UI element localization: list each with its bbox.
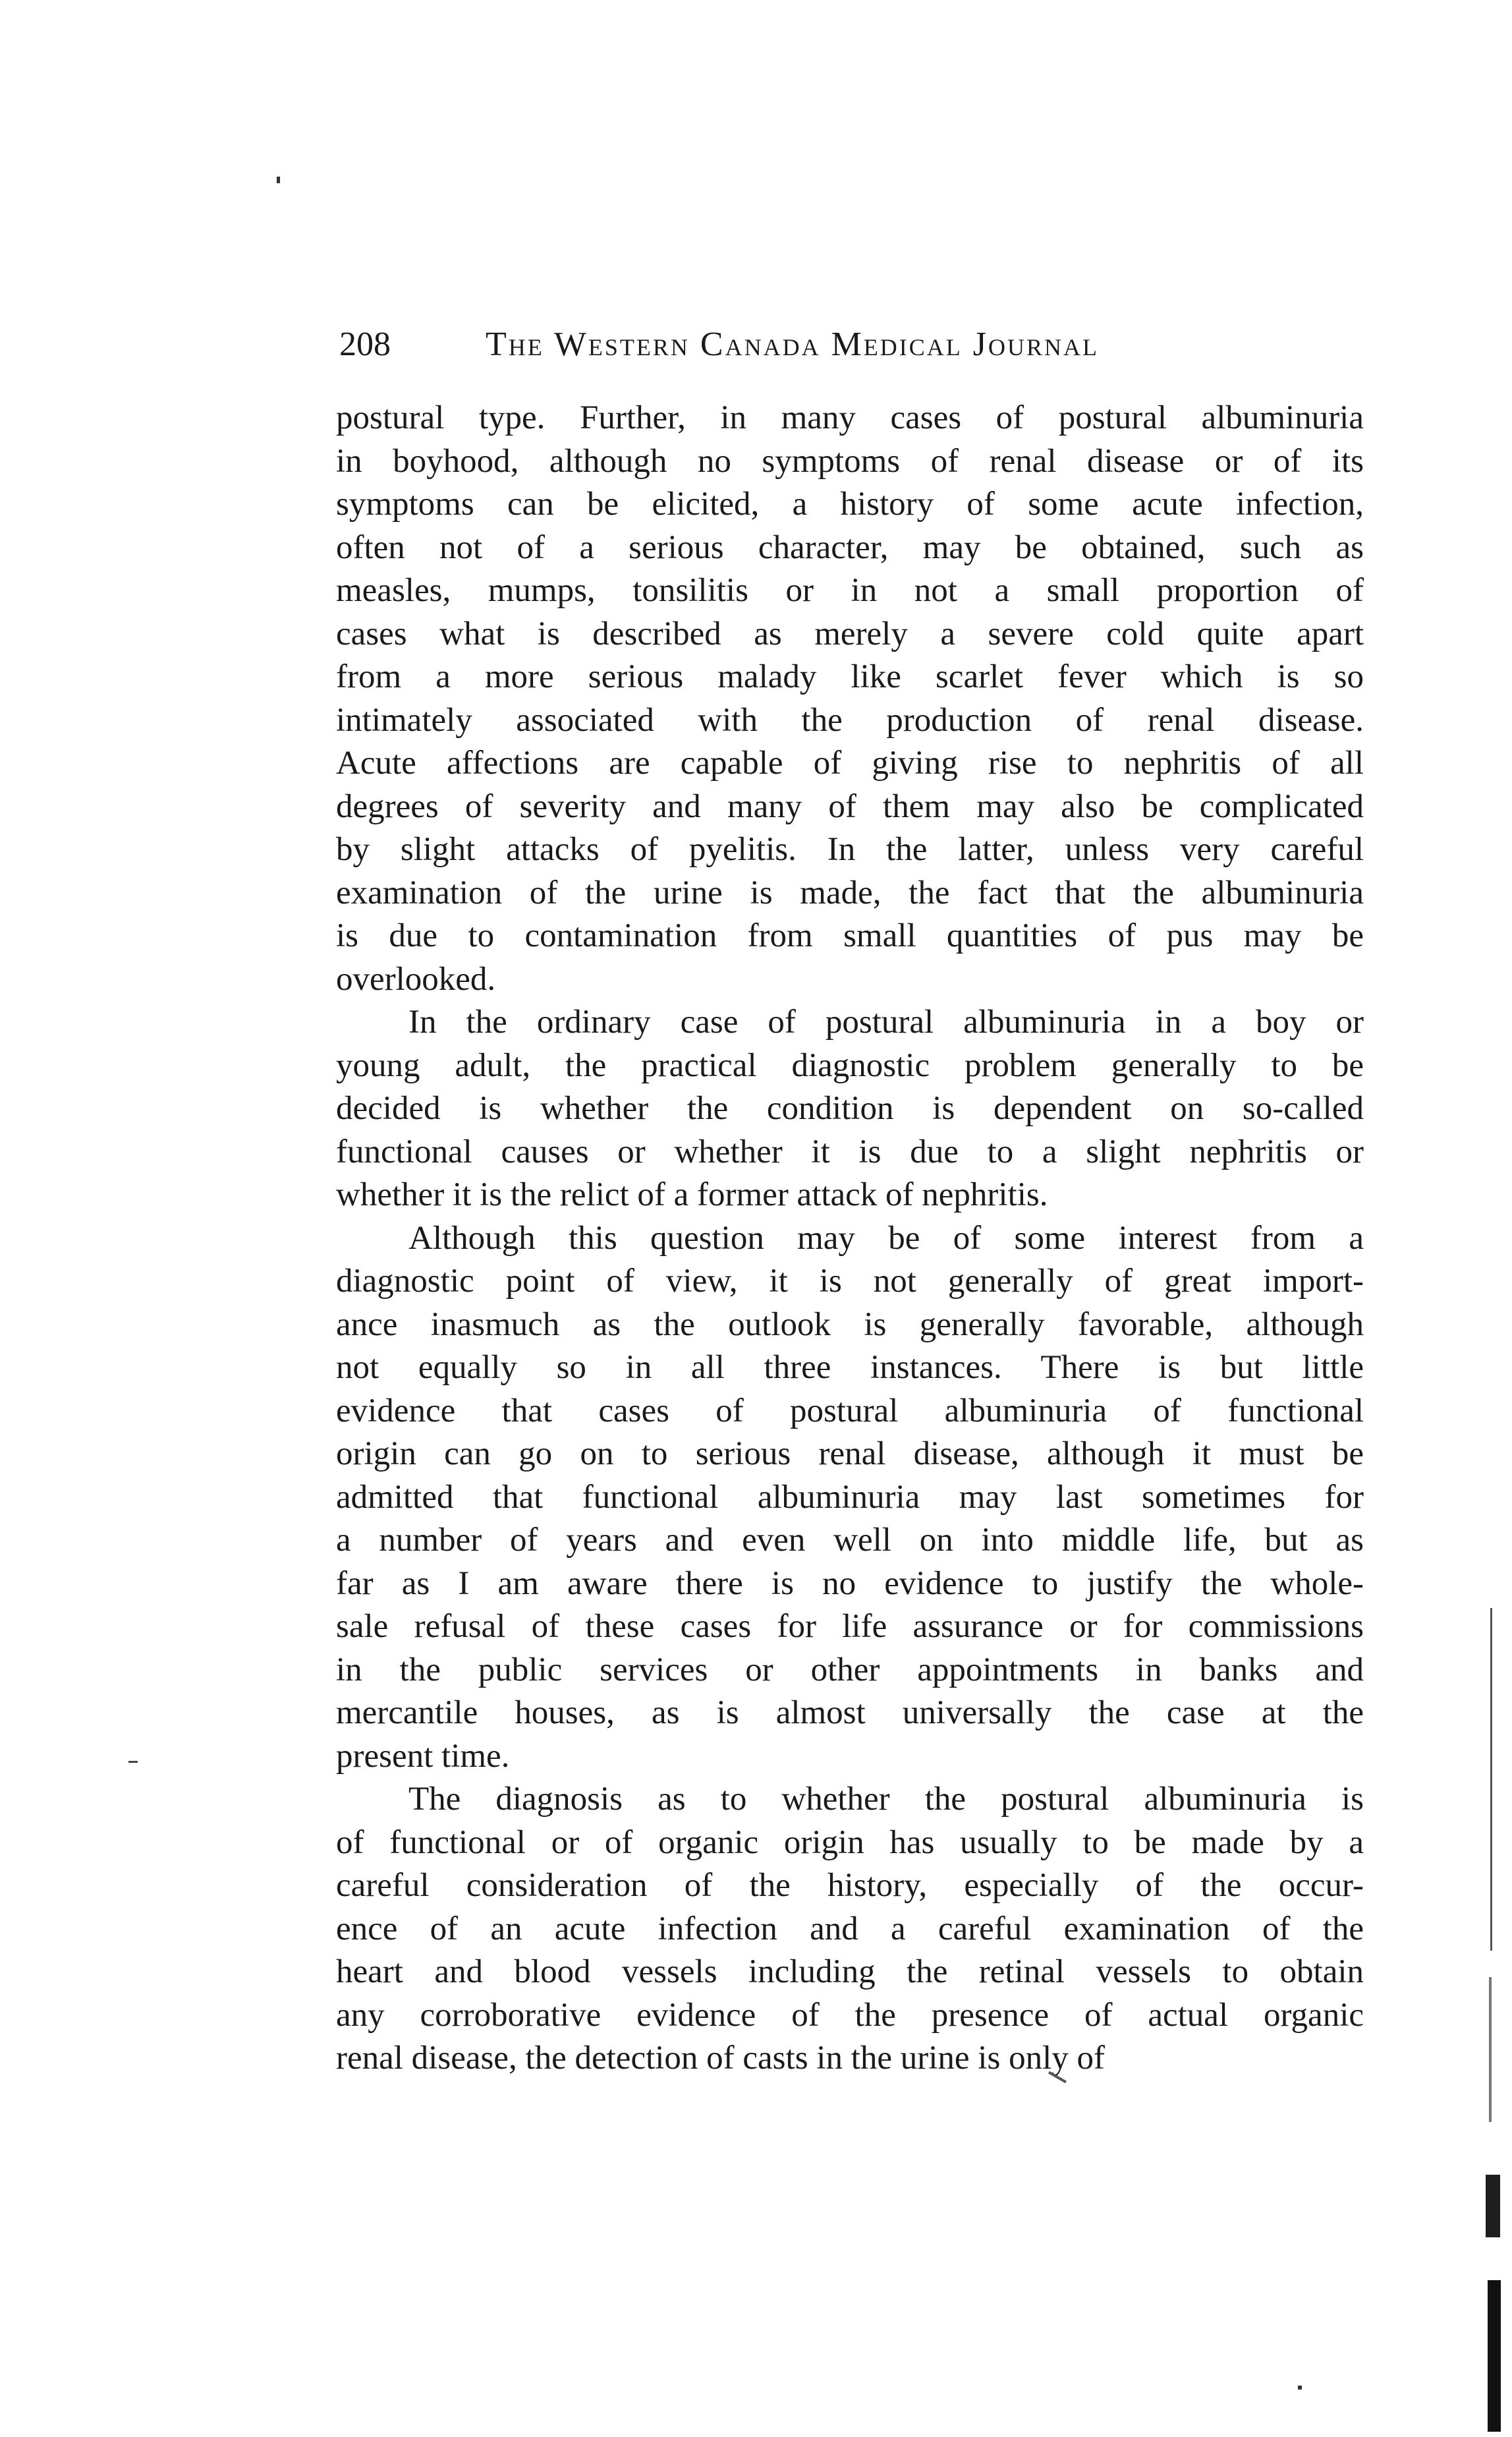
text-line: is due to contamination from small quantities of pus may be [336,917,1364,954]
scan-speck [277,177,280,183]
text-line: ance inasmuch as the outlook is generally favorable, although [336,1305,1364,1343]
scan-edge-mark [1490,1608,1492,1951]
text-line: decided is whether the condition is dependent on so-called [336,1090,1364,1127]
scan-speck [1298,2386,1302,2390]
text-line: any corroborative evidence of the presence of actual organic [336,1996,1364,2034]
text-line: Acute affections are capable of giving rise to nephritis of all [336,745,1364,782]
text-line: by slight attacks of pyelitis. In the latter, unless very careful [336,831,1364,868]
text-line: ence of an acute infection and a careful examination of the [336,1910,1364,1947]
scan-edge-mark [1488,2280,1501,2432]
text-line: mercantile houses, as is almost universally the case at the [336,1694,1364,1731]
text-line: young adult, the practical diagnostic problem generally to be [336,1046,1364,1084]
scan-edge-mark [1489,1977,1492,2122]
text-line: In the ordinary case of postural albuminuria in a boy or [408,1004,1364,1041]
text-line: cases what is described as merely a severe cold quite apart [336,615,1364,652]
paragraph [336,1001,1364,1217]
text-line: overlooked. [336,960,496,998]
text-line: admitted that functional albuminuria may last sometimes for [336,1478,1364,1516]
text-line: of functional or of organic origin has usually to be made by a [336,1823,1364,1861]
text-line: sale refusal of these cases for life assurance or for commissions [336,1608,1364,1645]
text-line: evidence that cases of postural albuminuria of functional [336,1392,1364,1429]
text-line: present time. [336,1737,510,1775]
text-line: The diagnosis as to whether the postural albuminuria is [408,1781,1364,1818]
text-line: degrees of severity and many of them may also be complicated [336,788,1364,825]
paragraph [336,1778,1364,2080]
running-title: The Western Canada Medical Journal [486,326,1100,363]
text-line: in the public services or other appointments in banks and [336,1651,1364,1688]
text-line: not equally so in all three instances. There is but little [336,1349,1364,1386]
text-line: in boyhood, although no symptoms of renal disease or of its [336,442,1364,480]
text-line: functional causes or whether it is due to a slight nephritis or [336,1133,1364,1170]
scan-speck [128,1761,138,1763]
text-line: often not of a serious character, may be obtained, such as [336,529,1364,566]
text-line: symptoms can be elicited, a history of some acute infection, [336,486,1364,523]
text-line: heart and blood vessels including the retinal vessels to obtain [336,1953,1364,1990]
text-line: far as I am aware there is no evidence to justify the whole- [336,1564,1364,1602]
text-line: postural type. Further, in many cases of postural albuminuria [336,399,1364,436]
text-line: origin can go on to serious renal disease, although it must be [336,1435,1364,1472]
paragraph [336,397,1364,1001]
paragraph [336,1217,1364,1779]
text-line: measles, mumps, tonsilitis or in not a small proportion of [336,572,1364,609]
text-line: careful consideration of the history, especially of the occur- [336,1867,1364,1904]
text-line: whether it is the relict of a former attack of nephritis. [336,1176,1048,1213]
text-line: from a more serious malady like scarlet fever which is so [336,658,1364,695]
article-body [336,397,1364,2080]
text-line: diagnostic point of view, it is not generally of great import- [336,1263,1364,1300]
scan-edge-mark [1486,2175,1500,2237]
text-line: renal disease, the detection of casts in the urine is only of [336,2040,1105,2077]
text-line: intimately associated with the production of renal disease. [336,701,1364,739]
page-header [339,322,1258,368]
text-line: examination of the urine is made, the fact that the albuminuria [336,874,1364,911]
page-number: 208 [339,326,391,363]
text-line: a number of years and even well on into middle life, but as [336,1522,1364,1559]
text-line: Although this question may be of some interest from a [408,1219,1364,1257]
